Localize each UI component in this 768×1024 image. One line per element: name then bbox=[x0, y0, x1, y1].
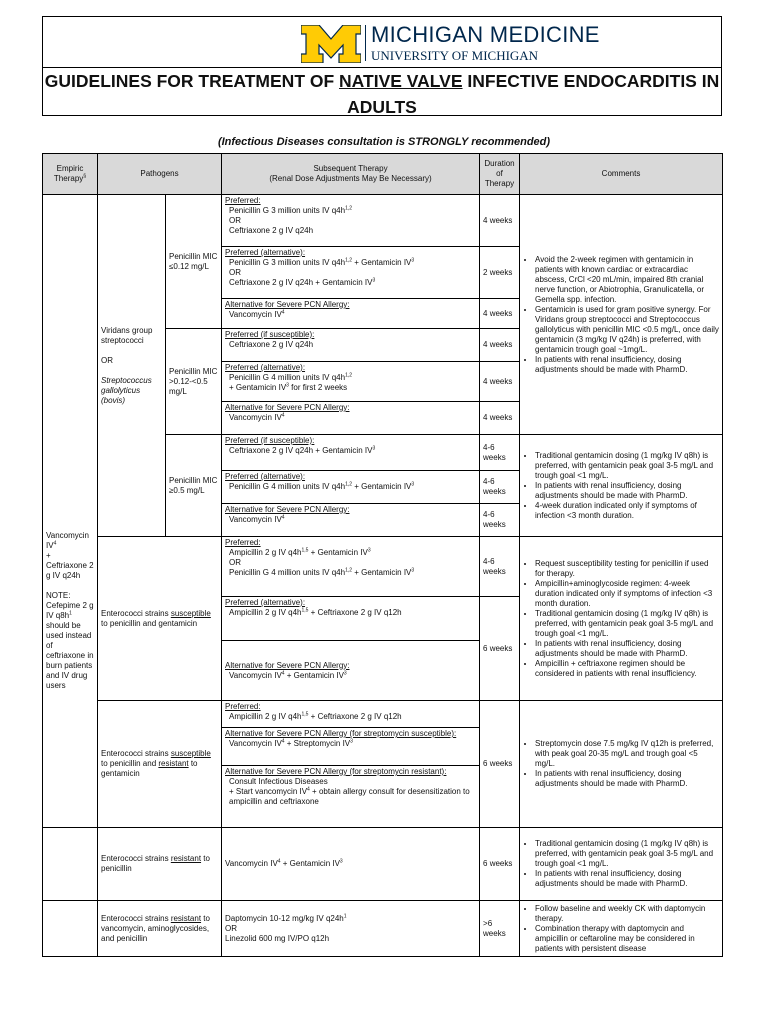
duration-r16: 6 weeks bbox=[480, 828, 520, 901]
logo-line1: MICHIGAN MEDICINE bbox=[371, 22, 600, 47]
mic1-cell: Penicillin MIC ≤0.12 mg/L bbox=[166, 195, 222, 329]
enterococci-e3: Enterococci strains resistant to penicillin bbox=[98, 828, 222, 901]
duration-r8: 4-6 weeks bbox=[480, 471, 520, 504]
header-row bbox=[43, 154, 723, 195]
treatment-table bbox=[42, 153, 723, 957]
title-underlined: NATIVE VALVE bbox=[339, 71, 463, 91]
regimen-r11: Preferred (alternative): Ampicillin 2 g IV $q4h^{1,5}$ + Ceftriaxone 2 g IV q12h bbox=[222, 597, 480, 641]
page-title bbox=[43, 68, 721, 120]
duration-r5: 4 weeks bbox=[480, 362, 520, 402]
logo-divider bbox=[365, 25, 366, 61]
regimen-r6: Alternative for Severe PCN Allergy: Vancomycin $IV^4$ bbox=[222, 402, 480, 435]
empiric-blank-1 bbox=[43, 828, 98, 901]
enterococci-e1: Enterococci strains susceptible to penicillin and gentamicin bbox=[98, 537, 222, 701]
enterococci-e2: Enterococci strains susceptible to penicillin and resistant to gentamicin bbox=[98, 701, 222, 828]
comments-c4: • Streptomycin dose 7.5 mg/kg IV q12h is preferred, with peak goal 20-35 mg/L and trough goal <5 mg/L. • In patients with renal insufficiency, dosing adjustments should be made with PharmD. bbox=[520, 701, 723, 828]
regimen-r16: Vancomycin $IV^4$ + Gentamicin $IV^3$ bbox=[222, 828, 480, 901]
header-box bbox=[42, 16, 722, 116]
duration-r9: 4-6 weeks bbox=[480, 504, 520, 537]
mic2-cell: Penicillin MIC >0.12-<0.5 mg/L bbox=[166, 329, 222, 435]
regimen-r2: Preferred (alternative): Penicillin G 3 million units IV $q4h^{1,2}$ + Gentamicin $IV^3$ OR Ceftriaxone 2 g IV q24h + Gentamicin $IV^3$ bbox=[222, 247, 480, 299]
comments-c5: • Traditional gentamicin dosing (1 mg/kg IV q8h) is preferred, with gentamicin peak goal 3-5 mg/L and trough goal <1 mg/L. • In patients with renal insufficiency, dosing adjustments should be made with PharmD. bbox=[520, 828, 723, 901]
logo-row bbox=[43, 17, 721, 68]
enterococci-e4: Enterococci strains resistant to vancomycin, aminoglycosides, and penicillin bbox=[98, 901, 222, 957]
regimen-r3: Alternative for Severe PCN Allergy: Vancomycin $IV^4$ bbox=[222, 299, 480, 329]
regimen-r15: Alternative for Severe PCN Allergy (for streptomycin resistant): Consult Infectious Diseases + Start vancomycin $IV^4$ + obtain allergy consult for desensitization to ampicillin and ceftriaxone bbox=[222, 766, 480, 828]
regimen-r10: Preferred: Ampicillin 2 g IV $q4h^{1,5}$ + Gentamicin $IV^3$ OR Penicillin G 4 million units IV $q4h^{1,2}$ + Gentamicin $IV^3$ bbox=[222, 537, 480, 597]
regimen-r12: Alternative for Severe PCN Allergy: Vancomycin $IV^4$ + Gentamicin $IV^3$ bbox=[222, 641, 480, 701]
block-m-logo-icon bbox=[301, 25, 361, 63]
empiric-cell: Vancomycin $IV^4$ + Ceftriaxone 2 g IV q24h NOTE: Cefepime 2 g IV $q8h^1$ should be used instead of ceftriaxone in burn patients and IV drug users bbox=[43, 195, 98, 828]
comments-c6: • Follow baseline and weekly CK with daptomycin therapy. • Combination therapy with daptomycin and ampicillin or ceftaroline may be considered in patients with persistent disease bbox=[520, 901, 723, 957]
duration-r2: 2 weeks bbox=[480, 247, 520, 299]
duration-r1: 4 weeks bbox=[480, 195, 520, 247]
regimen-r1: Preferred: Penicillin G 3 million units IV $q4h^{1,2}$ OR Ceftriaxone 2 g IV q24h bbox=[222, 195, 480, 247]
duration-r3: 4 weeks bbox=[480, 299, 520, 329]
empiric-header: Empiric Therapy§ bbox=[43, 154, 98, 195]
empiric-blank-2 bbox=[43, 901, 98, 957]
viridans-cell: Viridans group streptococci OR Streptococcus gallolyticus (bovis) bbox=[98, 195, 166, 537]
regimen-r7: Preferred (if susceptible): Ceftriaxone 2 g IV q24h + Gentamicin $IV^3$ bbox=[222, 435, 480, 471]
regimen-r9: Alternative for Severe PCN Allergy: Vancomycin $IV^4$ bbox=[222, 504, 480, 537]
mic3-cell: Penicillin MIC ≥0.5 mg/L bbox=[166, 435, 222, 537]
duration-r7: 4-6 weeks bbox=[480, 435, 520, 471]
subsequent-header: Subsequent Therapy (Renal Dose Adjustments May Be Necessary) bbox=[222, 154, 480, 195]
comments-c1: • Avoid the 2-week regimen with gentamicin in patients with known cardiac or extracardiac abscess, CrCl <20 mL/min, impaired 8th cranial nerve function, or Abiotrophia, Granulicatella, or Gemella spp. infection. • Gentamicin is used for gram positive synergy. For Viridans group streptococci and Streptococcus gallolyticus with penicillin MIC <0.5 mg/L, once daily gentamicin (3 mg/kg IV q24h) is preferred, with gentamicin trough goal ~1mg/L. • In patients with renal insufficiency, dosing adjustments should be made with PharmD. bbox=[520, 195, 723, 435]
regimen-r14: Alternative for Severe PCN Allergy (for streptomycin susceptible): Vancomycin $IV^4$ + Streptomycin $IV^3$ bbox=[222, 728, 480, 766]
regimen-r17: Daptomycin 10-12 mg/kg IV $q24h^1$ OR Linezolid 600 mg IV/PO q12h bbox=[222, 901, 480, 957]
logo-wordmark bbox=[371, 24, 600, 62]
regimen-r5: Preferred (alternative): Penicillin G 4 million units IV $q4h^{1,2}$ + Gentamicin $IV^3$ for first 2 weeks bbox=[222, 362, 480, 402]
regimen-r8: Preferred (alternative): Penicillin G 4 million units IV $q4h^{1,2}$ + Gentamicin $IV^3$ bbox=[222, 471, 480, 504]
pathogens-header: Pathogens bbox=[98, 154, 222, 195]
duration-r6: 4 weeks bbox=[480, 402, 520, 435]
regimen-r13: Preferred: Ampicillin 2 g IV $q4h^{1,5}$ + Ceftriaxone 2 g IV q12h bbox=[222, 701, 480, 728]
duration-r10: 4-6 weeks bbox=[480, 537, 520, 597]
comments-header: Comments bbox=[520, 154, 723, 195]
subtitle: (Infectious Diseases consultation is STRONGLY recommended) bbox=[217, 136, 551, 148]
duration-r15: 6 weeks bbox=[480, 701, 520, 828]
title-part2: INFECTIVE ENDOCARDITIS IN ADULTS bbox=[347, 71, 720, 117]
comments-c2: • Traditional gentamicin dosing (1 mg/kg IV q8h) is preferred, with gentamicin peak goal 3-5 mg/L and trough goal <1 mg/L. • In patients with renal insufficiency, dosing adjustments should be made with PharmD. • 4-week duration indicated only if symptoms of infection <3 month duration. bbox=[520, 435, 723, 537]
logo-line2: UNIVERSITY OF MICHIGAN bbox=[371, 48, 539, 63]
duration-r17: >6 weeks bbox=[480, 901, 520, 957]
duration-r12: 6 weeks bbox=[480, 597, 520, 701]
regimen-r4: Preferred (if susceptible): Ceftriaxone 2 g IV q24h bbox=[222, 329, 480, 362]
comments-c3: • Request susceptibility testing for penicillin if used for therapy. • Ampicillin+aminoglycoside regimen: 4-week duration indicated only if symptoms of infection <3 month duration. • Traditional gentamicin dosing (1 mg/kg IV q8h) is preferred, with gentamicin peak goal 3-5 mg/L and trough goal <1 mg/L. • In patients with renal insufficiency, dosing adjustments should be made with PharmD. • Ampicillin + ceftriaxone regimen should be considered in patients with renal insufficiency. bbox=[520, 537, 723, 701]
title-part1: GUIDELINES FOR TREATMENT OF bbox=[44, 71, 340, 91]
duration-r4: 4 weeks bbox=[480, 329, 520, 362]
duration-header: Duration of Therapy bbox=[480, 154, 520, 195]
